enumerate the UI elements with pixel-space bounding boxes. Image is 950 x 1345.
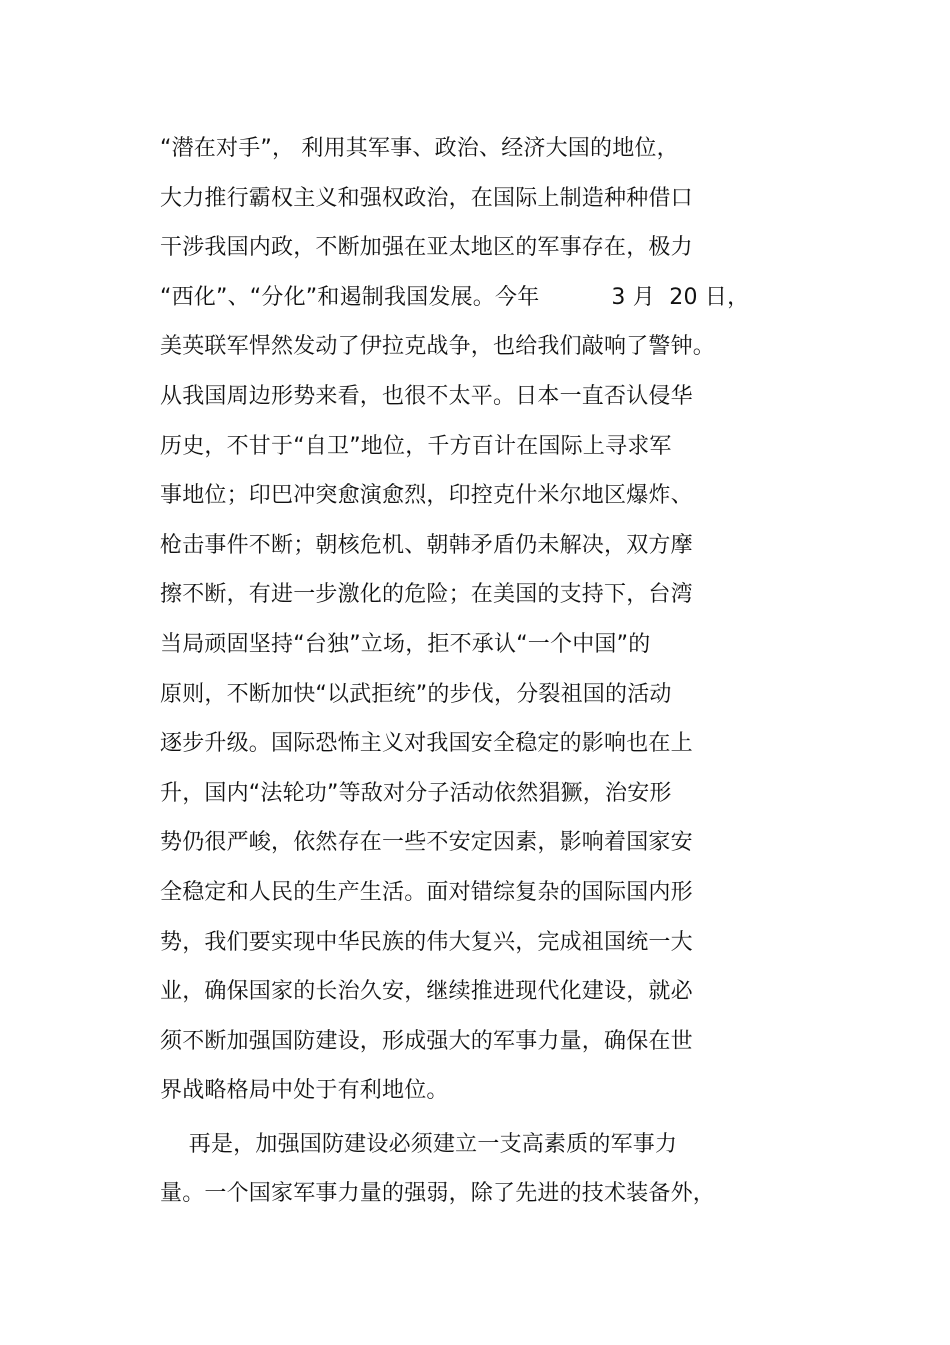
text-line: 界战略格局中处于有利地位。	[160, 1078, 449, 1104]
text-line: 量。一个国家军事力量的强弱，除了先进的技术装备外，	[160, 1181, 716, 1207]
text-line: 干涉我国内政，不断加强在亚太地区的军事存在，极力	[160, 235, 693, 261]
text-line: 升，国内“法轮功”等敌对分子活动依然猖獗，治安形	[160, 780, 672, 806]
text-line: 事地位；印巴冲突愈演愈烈，印控克什米尔地区爆炸、	[160, 483, 693, 509]
text-line: 原则，不断加快“以武拒统”的步伐，分裂祖国的活动	[160, 681, 672, 707]
text-line: 势仍很严峻，依然存在一些不安定因素，影响着国家安	[160, 830, 693, 856]
text-line: “潜在对手”， 利用其军事、政治、经济大国的地位，	[160, 136, 679, 161]
paragraph-start-line: 再是，加强国防建设必须建立一支高素质的军事力	[160, 1131, 678, 1157]
text-line: “西化”、“分化”和遏制我国发展。今年 3 月 20 日，	[160, 284, 750, 310]
body-text	[160, 124, 800, 1219]
text-line: 枪击事件不断；朝核危机、朝韩矛盾仍未解决，双方摩	[160, 532, 693, 558]
text-line: 擦不断，有进一步激化的危险；在美国的支持下，台湾	[160, 582, 693, 608]
text-line: 全稳定和人民的生产生活。面对错综复杂的国际国内形	[160, 879, 693, 905]
text-line: 大力推行霸权主义和强权政治，在国际上制造种种借口	[160, 185, 693, 211]
text-line: 当局顽固坚持“台独”立场，拒不承认“一个中国”的	[160, 631, 651, 657]
text-line: 业，确保国家的长治久安，继续推进现代化建设，就必	[160, 979, 693, 1005]
text-line: 逐步升级。国际恐怖主义对我国安全稳定的影响也在上	[160, 731, 693, 757]
text-line: 从我国周边形势来看，也很不太平。日本一直否认侵华	[160, 383, 693, 409]
text-line: 须不断加强国防建设，形成强大的军事力量，确保在世	[160, 1028, 693, 1054]
text-line: 美英联军悍然发动了伊拉克战争，也给我们敲响了警钟。	[160, 334, 716, 360]
text-line: 势，我们要实现中华民族的伟大复兴，完成祖国统一大	[160, 929, 693, 955]
text-line: 历史，不甘于“自卫”地位，千方百计在国际上寻求军	[160, 433, 672, 459]
